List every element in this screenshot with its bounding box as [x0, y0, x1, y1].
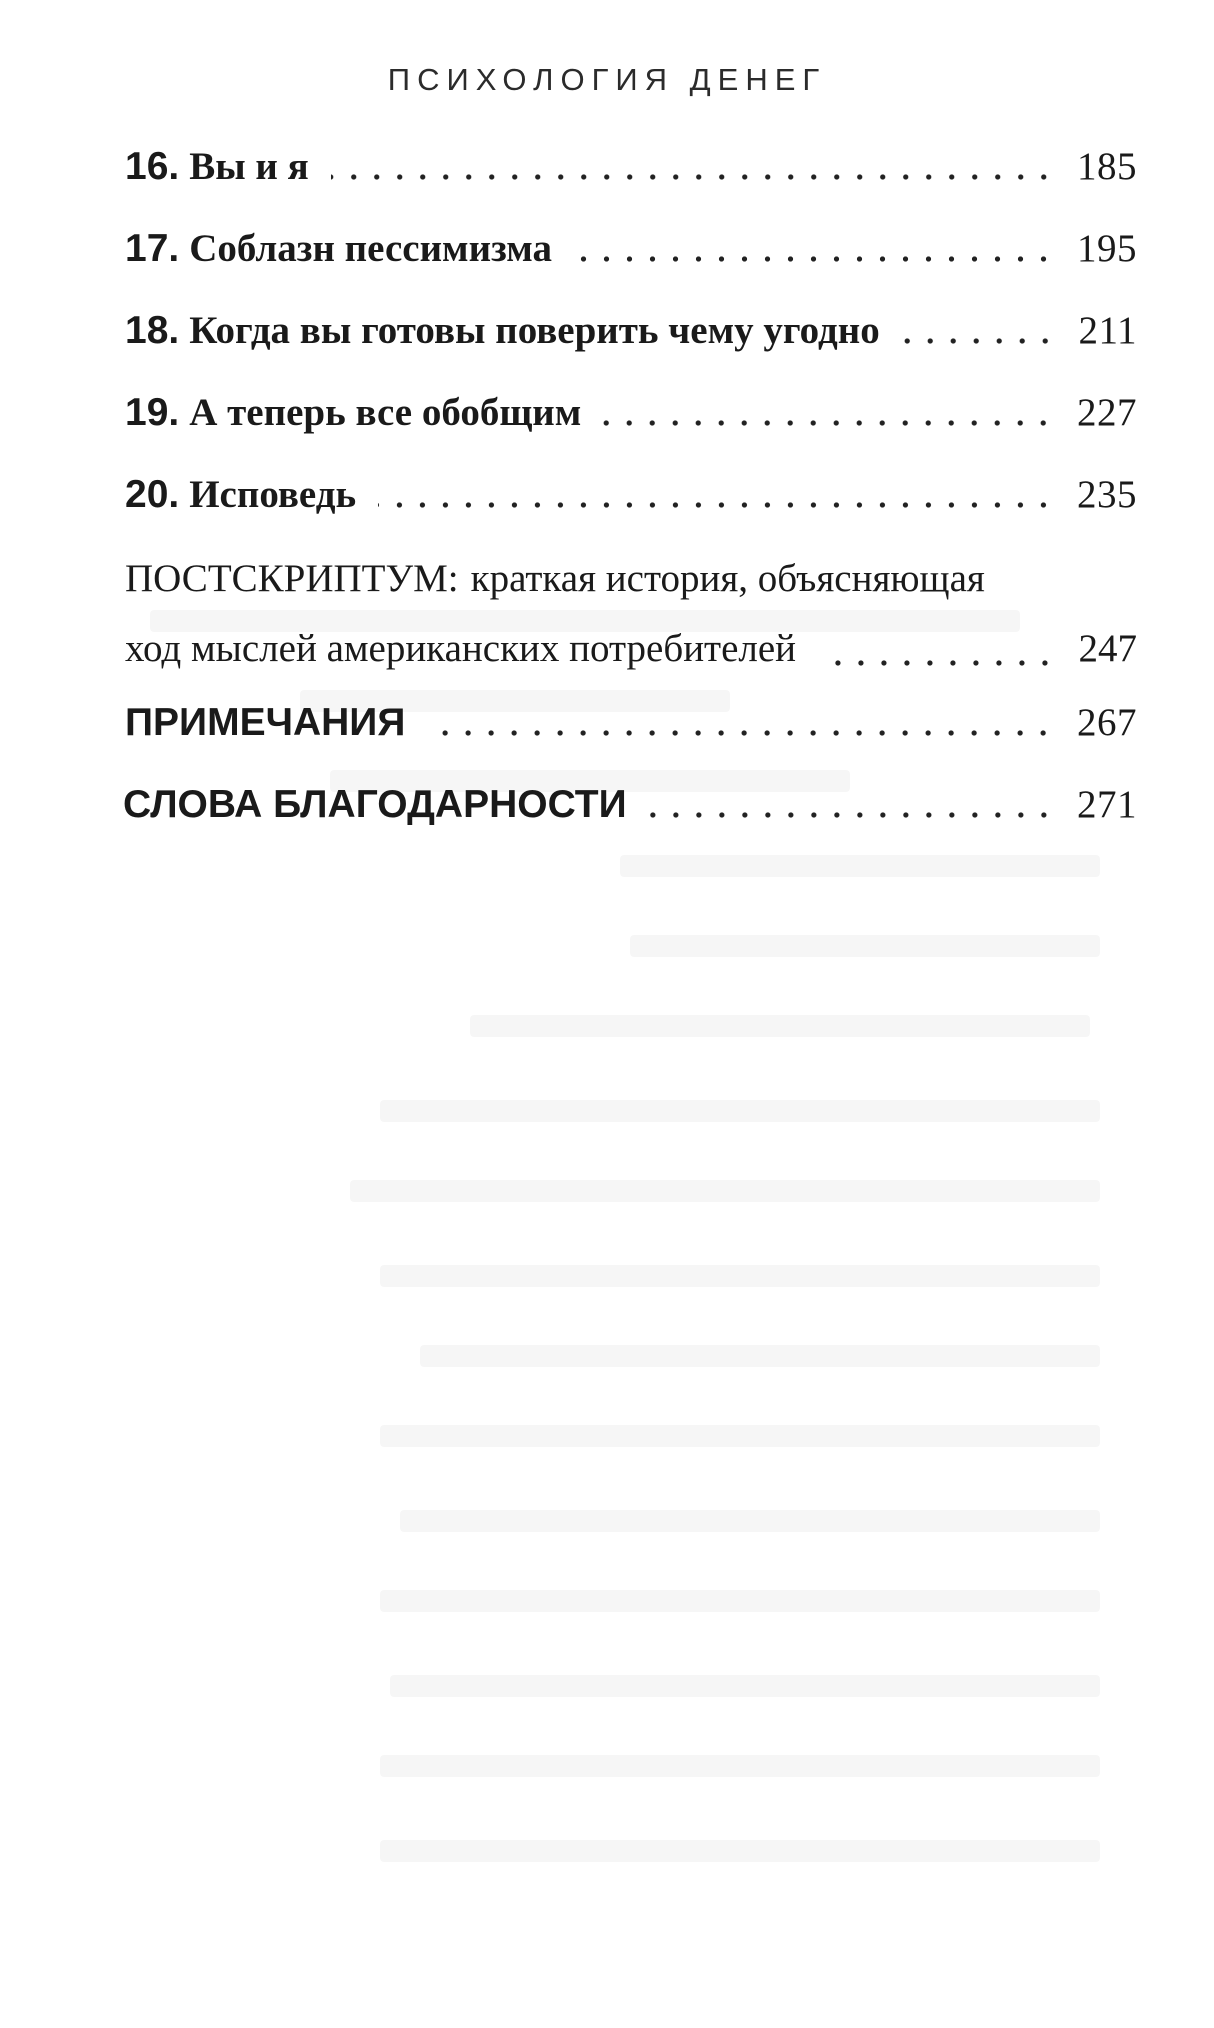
dot-leader: [902, 338, 1057, 344]
acknowledgements-label: СЛОВА БЛАГОДАРНОСТИ: [123, 783, 627, 826]
toc-entry-19[interactable]: [125, 390, 1137, 436]
toc-entry-postscript[interactable]: [125, 548, 1137, 680]
dot-leader: [378, 502, 1055, 508]
entry-number: 19.: [125, 391, 180, 434]
toc-entry-17[interactable]: [125, 226, 1137, 272]
entry-title: Когда вы готовы поверить чему угодно: [189, 309, 880, 352]
entry-page-number: 195: [1077, 227, 1137, 270]
dot-leader: [649, 812, 1055, 818]
toc-entry-notes[interactable]: [125, 700, 1137, 746]
postscript-title-line-2: ход мыслей американских потребителей: [125, 627, 797, 670]
entry-page-number: 247: [1078, 627, 1137, 670]
toc-entry-18[interactable]: [125, 308, 1137, 354]
entry-page-number: 271: [1077, 783, 1137, 826]
dot-leader: [818, 660, 1056, 666]
entry-number: 16.: [125, 145, 180, 188]
running-head: ПСИХОЛОГИЯ ДЕНЕГ: [387, 62, 827, 97]
toc-entry-acknowledgements[interactable]: [125, 782, 1137, 828]
entry-title: А теперь все обобщим: [189, 391, 582, 434]
entry-page-number: 211: [1078, 309, 1137, 352]
toc-entry-16[interactable]: [125, 144, 1137, 190]
dot-leader: [574, 256, 1055, 262]
entry-title: Исповедь: [189, 473, 357, 516]
entry-number: 20.: [125, 473, 180, 516]
toc-entry-20[interactable]: [125, 472, 1137, 518]
entry-page-number: 185: [1077, 145, 1137, 188]
entry-page-number: 267: [1077, 701, 1137, 744]
dot-leader: [603, 420, 1055, 426]
entry-page-number: 235: [1077, 473, 1137, 516]
entry-title: Соблазн пессимизма: [189, 227, 552, 270]
notes-label: ПРИМЕЧАНИЯ: [125, 701, 406, 744]
entry-page-number: 227: [1077, 391, 1137, 434]
postscript-title-line-1: краткая история, объясняющая: [470, 557, 985, 600]
entry-number: 17.: [125, 227, 180, 270]
entry-title: Вы и я: [189, 145, 309, 188]
dot-leader: [331, 174, 1055, 180]
dot-leader: [427, 730, 1055, 736]
entry-number: 18.: [125, 309, 180, 352]
postscript-label: ПОСТСКРИПТУМ:: [125, 557, 459, 600]
